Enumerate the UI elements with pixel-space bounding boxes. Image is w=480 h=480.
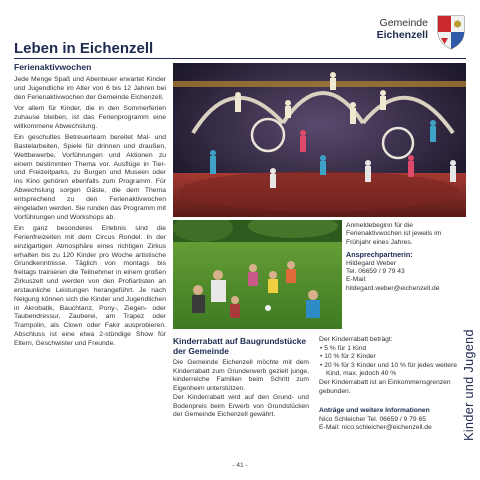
children-on-meadow-photo [173, 220, 342, 329]
antraege-contact-phone: Nico Schleicher Tel. 06659 / 9 79 65 [319, 415, 426, 423]
circus-performance-photo [173, 63, 466, 217]
section-side-tab-label: Kinder und Jugend [462, 329, 476, 441]
ferienaktivwochen-heading: Ferienaktivwochen [14, 62, 92, 72]
kinderrabatt-paragraph-1: Die Gemeinde Eichenzell möchte mit dem Kinderrabatt zum Grunderwerb gezielt junge, kinderreiche Familien beim Schritt zum Eigenheim unterstützen. [173, 359, 309, 392]
antraege-heading: Anträge und weitere Informationen [319, 407, 430, 415]
contact-name: Hildegard Weber [346, 259, 397, 267]
registration-note: Anmeldebeginn für die Ferienaktivwochen ist jeweils im Frühjahr eines Jahres. [346, 222, 442, 246]
antraege-contact-email: E-Mail: nico.schleicher@eichenzell.de [319, 424, 432, 432]
page-title: Leben in Eichenzell [14, 40, 154, 57]
ferienaktiv-paragraph-1: Jede Menge Spaß und Abenteuer erwartet Kinder und Jugendliche im Alter von 6 bis 12 Jahren bei den Ferienaktivwochen der Gemeinde Eichenzell. [14, 76, 166, 101]
ferienaktiv-paragraph-2: Vor allem für Kinder, die in den Sommerferien zuhause bleiben, ist das Ferienprogramm eine willkommene Abwechslung. [14, 105, 166, 130]
header-divider [14, 58, 466, 59]
contact-email: E-Mail: hildegard.weber@eichenzell.de [346, 276, 440, 292]
contact-phone: Tel. 06659 / 9 79 43 [346, 268, 405, 276]
kinderrabatt-section [173, 336, 309, 421]
kinderrabatt-heading: Kinderrabatt auf Baugrundstücke der Gemeinde [173, 336, 307, 356]
contact-heading: Ansprechpartnerin: [346, 250, 413, 260]
rabatt-list [319, 345, 457, 379]
list-item: • 20 % für 3 Kinder und 10 % für jedes weitere Kind, max. jedoch 40 % [319, 362, 457, 379]
brand-municipality-label: Gemeinde [379, 17, 428, 29]
ferienaktivwochen-section [14, 62, 166, 351]
list-item: • 5 % für 1 Kind [319, 345, 457, 354]
ferienaktiv-paragraph-4: Ein ganz besonderes Erlebnis sind die Ferienfreizeiten mit dem Circus Rondel. In der einzigartigen Atmosphäre eines richtigen Zirkus erhalten bis zu 120 Kinder pro Woche artistische Grundkenntnisse. Täglich von montags bis freitags trainieren die Teilnehmer in einem großen Zirkuszelt und werden von den Profiartisten an erstaunliche Leistungen herangeführt. Je nach Neigung können sich die Kinder und Jugendlichen in Akrobatik, Bauchtanz, Pony-, Ziegen- oder Taubendressur, Zauberei, am Trapez oder Trampolin, als Clown oder Fakir ausprobieren. Abschluss ist eine etwa 2-stündige Show für Eltern, Geschwister und Freunde. [14, 225, 166, 347]
page-number: - 41 - [232, 462, 248, 469]
rabatt-note: Der Kinderrabatt ist an Einkommensgrenzen gebunden. [319, 378, 451, 395]
coat-of-arms-icon [436, 14, 466, 50]
registration-info-box [346, 222, 454, 293]
rabatt-details-section [319, 336, 457, 433]
list-item: • 10 % für 2 Kinder [319, 353, 457, 362]
brand-town-label: Eichenzell [376, 29, 428, 41]
section-side-tab [459, 300, 479, 470]
kinderrabatt-paragraph-2: Der Kinderrabatt wird auf den Grund- und Bodenpreis beim Erwerb von Grundstücken der Gemeinde Eichenzell gewährt. [173, 394, 309, 418]
ferienaktiv-paragraph-3: Ein geschultes Betreuerteam bereitet Mal- und Bastelarbeiten, Spiele für drinnen und draußen, Wettbewerbe, Vorführungen und Aktionen zu einem bestimmten Thema vor. Ausflüge in Tier- und Freizeitparks, zu Burgen und Museen oder ins Kino gehören ebenfalls zum Programm. Für Abwechslung sorgen Gäste, die dem Thema entsprechend zu den Ferienaktivwochen eingeladen werden. Sie runden das Programm mit Vorführungen und Workshops ab. [14, 134, 166, 221]
rabatt-intro: Der Kinderrabatt beträgt: [319, 336, 393, 343]
